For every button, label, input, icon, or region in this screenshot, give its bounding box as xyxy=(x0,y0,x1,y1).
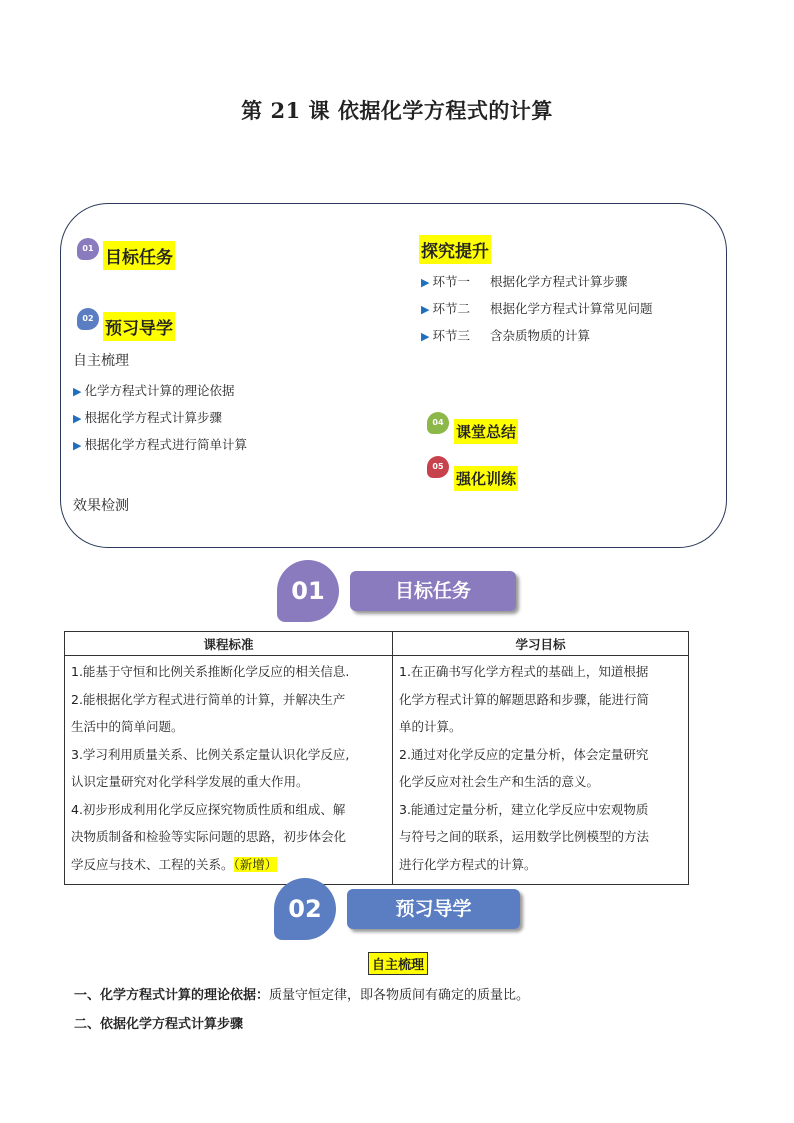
triangle-right-icon: ▶ xyxy=(421,330,430,343)
toc-item-summary[interactable]: 课堂总结 xyxy=(454,419,518,444)
triangle-right-icon: ▶ xyxy=(73,412,82,425)
section-02-title: 预习导学 xyxy=(347,889,520,929)
section-01-title: 目标任务 xyxy=(350,571,516,611)
table-header: 课程标准 xyxy=(65,632,393,656)
toc-item-training[interactable]: 强化训练 xyxy=(454,466,518,491)
self-review-label: 自主梳理 xyxy=(368,952,428,975)
triangle-right-icon: ▶ xyxy=(73,439,82,452)
toc-subtitle: 自主梳理 xyxy=(73,353,129,369)
badge-05-icon: 05 xyxy=(427,456,449,478)
toc-sub-item[interactable]: ▶ 化学方程式计算的理论依据 xyxy=(73,383,235,398)
page-title: 第 21 课 依据化学方程式的计算 xyxy=(241,98,553,123)
goals-table xyxy=(64,631,689,885)
badge-04-icon: 04 xyxy=(427,412,449,434)
toc-sub-item[interactable]: ▶ 根据化学方程式进行简单计算 xyxy=(73,437,247,452)
new-tag: （新增） xyxy=(233,856,278,872)
badge-02-icon: 02 xyxy=(77,308,99,330)
section-02-number-icon: 02 xyxy=(274,878,336,940)
triangle-right-icon: ▶ xyxy=(421,276,430,289)
table-of-contents xyxy=(60,203,727,548)
triangle-right-icon: ▶ xyxy=(73,385,82,398)
toc-link-1[interactable]: ▶ 环节一 根据化学方程式计算步骤 xyxy=(421,274,628,289)
table-header: 学习目标 xyxy=(393,632,689,656)
toc-link-2[interactable]: ▶ 环节二 根据化学方程式计算常见问题 xyxy=(421,301,653,316)
toc-sub-item[interactable]: ▶ 根据化学方程式计算步骤 xyxy=(73,410,222,425)
toc-check[interactable]: 效果检测 xyxy=(73,498,129,514)
paragraph-theory: 一、化学方程式计算的理论依据：质量守恒定律，即各物质间有确定的质量比。 xyxy=(74,988,530,1003)
section-01-number-icon: 01 xyxy=(277,560,339,622)
triangle-right-icon: ▶ xyxy=(421,303,430,316)
toc-item-explore[interactable]: 探究提升 xyxy=(419,235,491,264)
paragraph-steps-heading: 二、依据化学方程式计算步骤 xyxy=(74,1017,244,1032)
curriculum-standards-cell: 1.能基于守恒和比例关系推断化学反应的相关信息. 2.能根据化学方程式进行简单的计算，并解决生产 生活中的简单问题。 3.学习利用质量关系、比例关系定量认识化学反应, 认识定量研究对化学科学发展的重大作用。 4.初步形成利用化学反应探究物质性质和组成、解 决物质制备和检验等实际问题的思路，初步体会化 学反应与技术、工程的关系。（新增） xyxy=(65,656,393,885)
badge-01-icon: 01 xyxy=(77,238,99,260)
learning-goals-cell: 1.在正确书写化学方程式的基础上，知道根据 化学方程式计算的解题思路和步骤，能进行简 单的计算。 2.通过对化学反应的定量分析，体会定量研究 化学反应对社会生产和生活的意义。 3.能通过定量分析，建立化学反应中宏观物质 与符号之间的联系，运用数学比例模型的方法 进行化学方程式的计算。 xyxy=(393,656,689,885)
toc-item-preview[interactable]: 预习导学 xyxy=(103,312,175,341)
toc-item-target-task[interactable]: 目标任务 xyxy=(103,241,175,270)
toc-link-3[interactable]: ▶ 环节三 含杂质物质的计算 xyxy=(421,328,590,343)
